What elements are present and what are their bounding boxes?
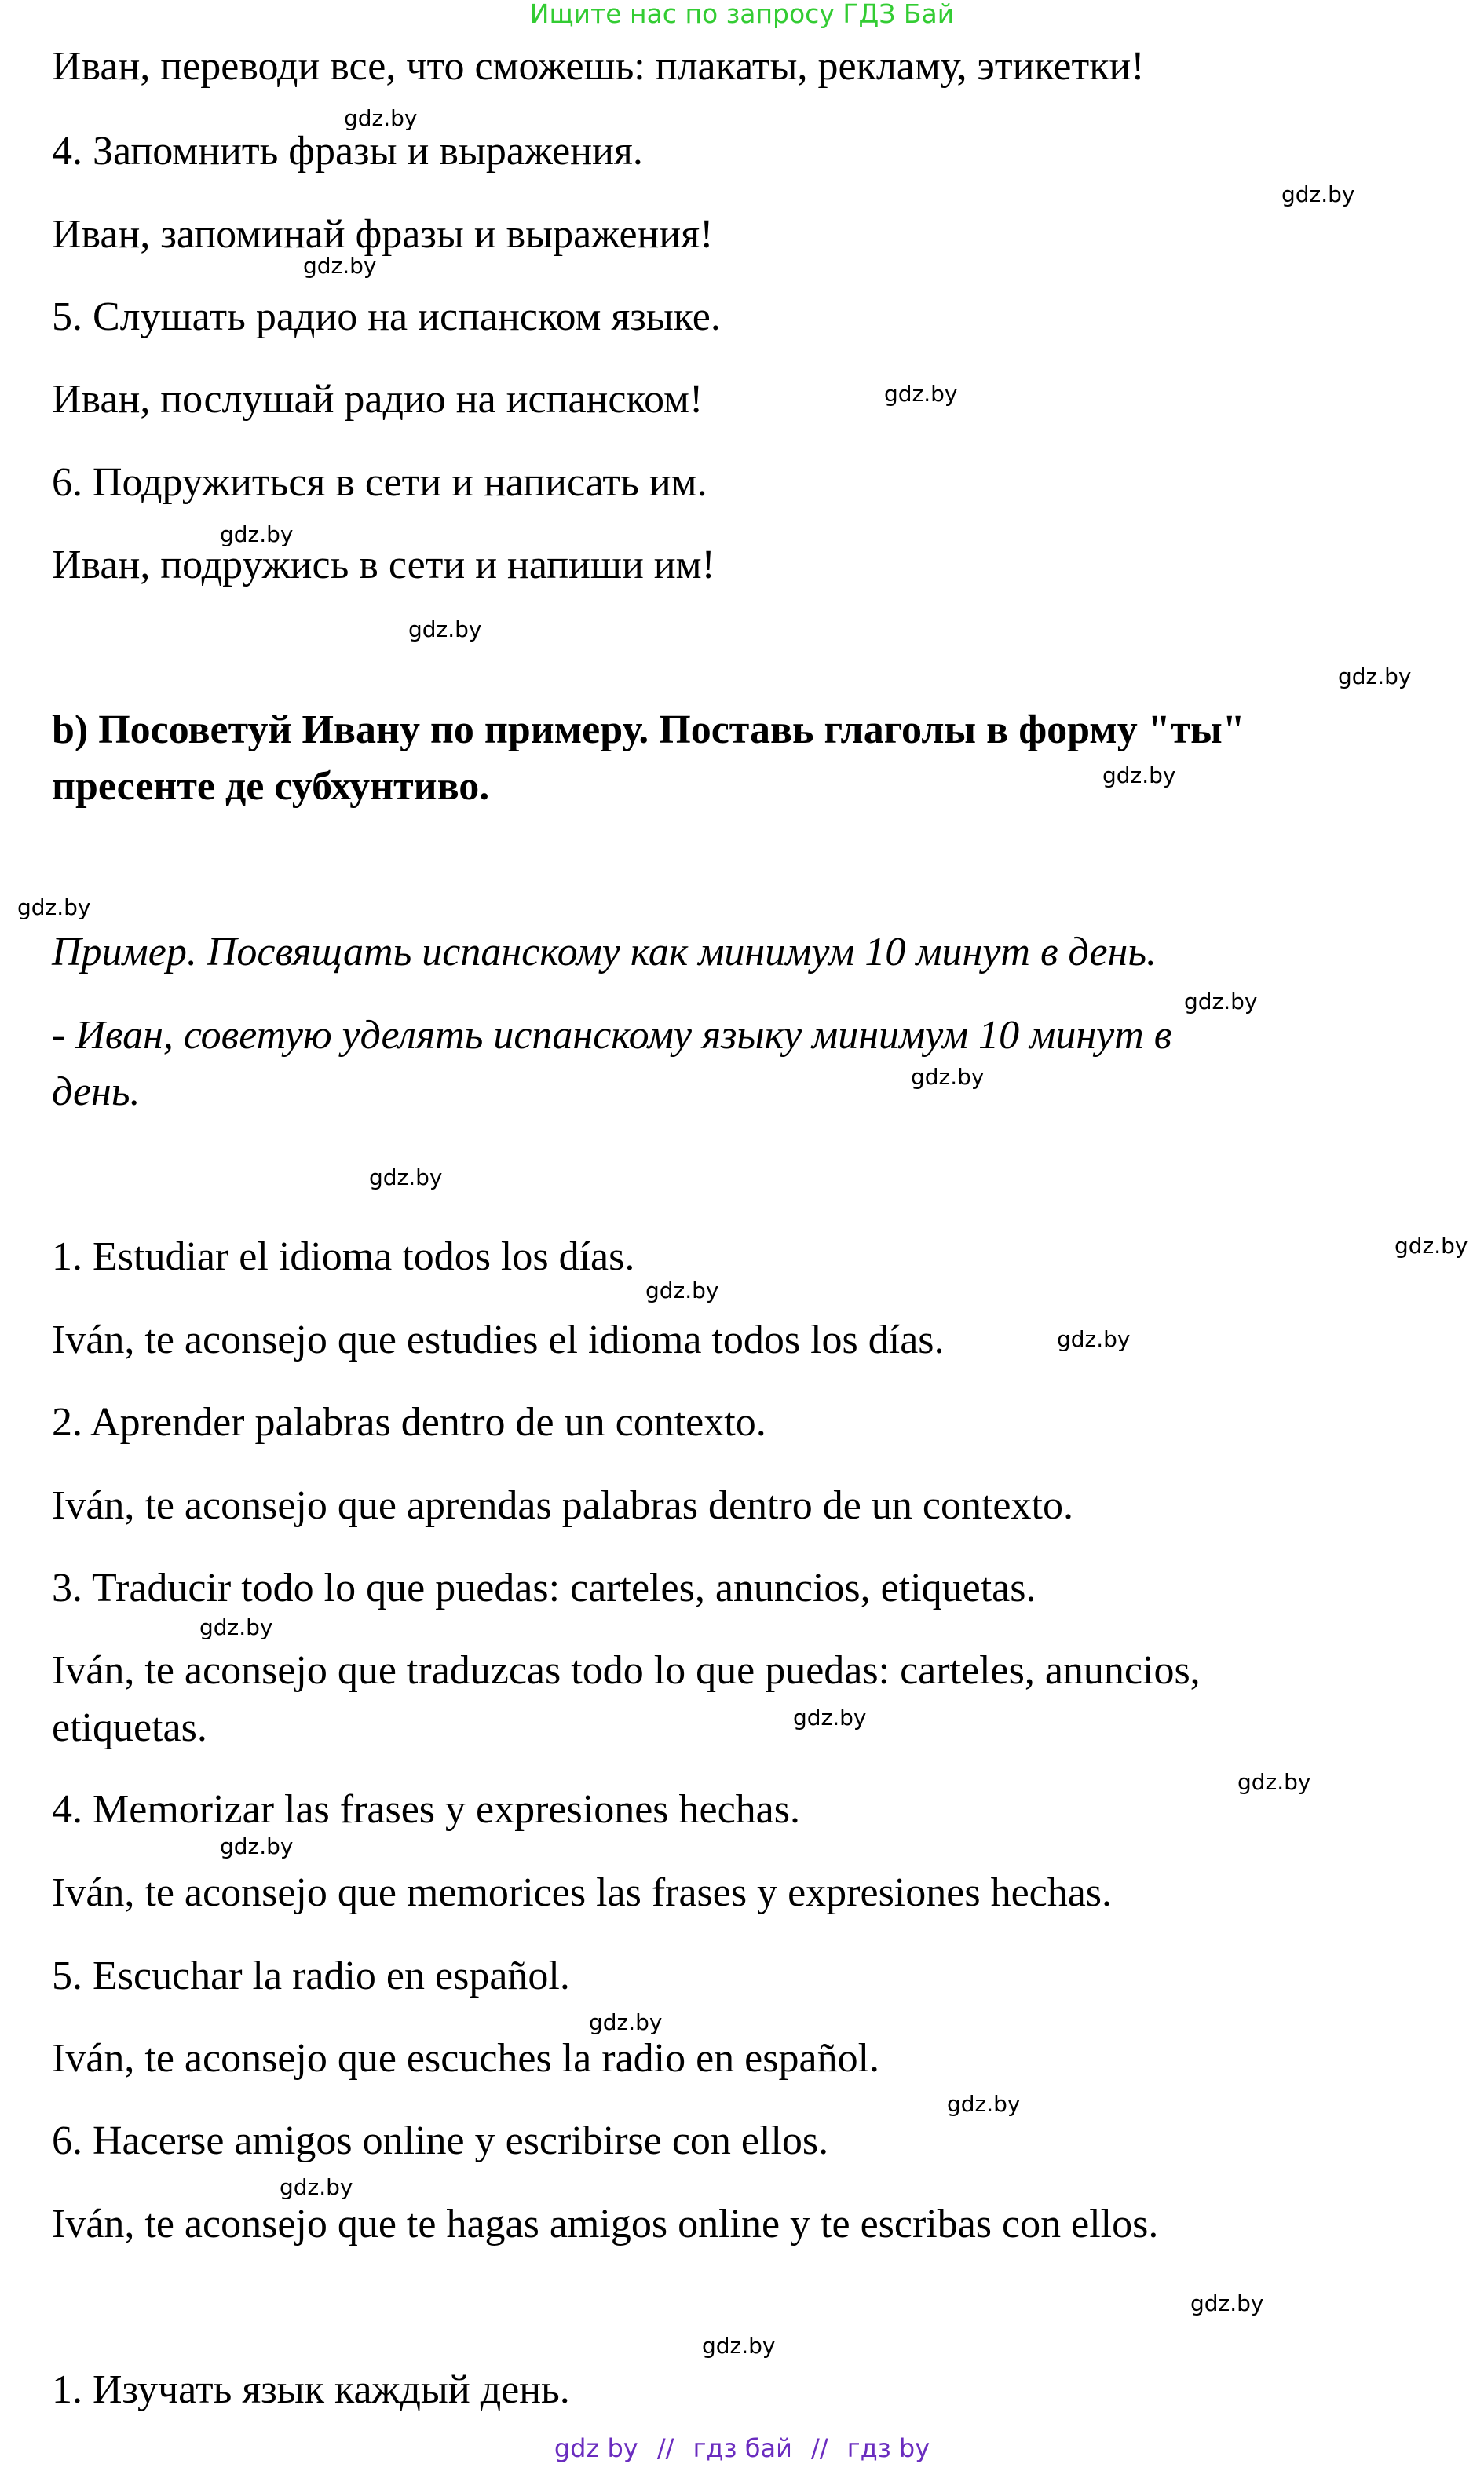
exercise-heading-cont: пресенте де субхунтиво. [52,764,490,809]
answer-line: Iván, te aconsejo que traduzcas todo lo que puedas: carteles, anuncios, [52,1648,1201,1693]
footer-link-gdz-bai[interactable]: гдз бай [693,2433,792,2463]
answer-line: Иван, запоминай фразы и выражения! [52,212,714,257]
watermark: gdz.by [947,2091,1021,2117]
task-line: 5. Слушать радио на испанском языке. [52,294,721,339]
answer-line: Иван, послушай радио на испанском! [52,377,704,422]
example-line: - Иван, советую уделять испанскому языку минимум 10 минут в [52,1013,1172,1058]
watermark: gdz.by [280,2174,353,2200]
answer-line: Iván, te aconsejo que te hagas amigos online y te escribas con ellos. [52,2202,1159,2246]
watermark: gdz.by [1394,1233,1468,1259]
watermark: gdz.by [303,253,377,279]
example-line: день. [52,1069,141,1114]
footer-separator: // [811,2433,828,2463]
footer-link-gdz-by-ru[interactable]: гдз by [846,2433,930,2463]
watermark: gdz.by [220,1833,294,1859]
watermark: gdz.by [199,1614,273,1640]
example-line: Пример. Посвящать испанскому как минимум 10 минут в день. [52,930,1157,974]
watermark: gdz.by [884,381,958,407]
watermark: gdz.by [1338,663,1412,689]
task-line: 2. Aprender palabras dentro de un contexto. [52,1400,766,1445]
watermark: gdz.by [344,105,418,131]
watermark: gdz.by [911,1064,985,1090]
answer-line-cont: etiquetas. [52,1705,207,1750]
task-line: 4. Memorizar las frases y expresiones hechas. [52,1787,800,1832]
watermark: gdz.by [408,616,482,642]
footer-link-gdz-by[interactable]: gdz by [554,2433,638,2463]
task-line: 1. Изучать язык каждый день. [52,2367,570,2412]
task-line: 6. Подружиться в сети и написать им. [52,460,707,505]
watermark: gdz.by [1102,762,1176,788]
watermark: gdz.by [220,521,294,547]
answer-line: Иван, переводи все, что сможешь: плакаты, рекламу, этикетки! [52,44,1145,89]
watermark: gdz.by [1184,989,1258,1014]
answer-line: Iván, te aconsejo que escuches la radio en español. [52,2036,880,2081]
watermark: gdz.by [589,2009,663,2035]
task-line: 5. Escuchar la radio en español. [52,1954,570,1998]
footer [0,2434,1484,2462]
answer-line: Iván, te aconsejo que memorices las frases y expresiones hechas. [52,1870,1113,1915]
watermark: gdz.by [1057,1326,1131,1352]
task-line: 3. Traducir todo lo que puedas: carteles, anuncios, etiquetas. [52,1566,1036,1610]
watermark: gdz.by [1281,181,1355,207]
watermark: gdz.by [17,894,91,920]
task-line: 1. Estudiar el idioma todos los días. [52,1234,635,1279]
footer-separator: // [656,2433,674,2463]
answer-line: Iván, te aconsejo que aprendas palabras dentro de un contexto. [52,1483,1073,1528]
watermark: gdz.by [369,1164,443,1190]
watermark: gdz.by [702,2333,776,2359]
watermark: gdz.by [1237,1769,1311,1795]
watermark: gdz.by [645,1278,719,1303]
watermark: gdz.by [1190,2290,1264,2316]
answer-line: Iván, te aconsejo que estudies el idioma todos los días. [52,1318,945,1362]
answer-line: Иван, подружись в сети и напиши им! [52,543,715,587]
top-banner: Ищите нас по запросу ГДЗ Бай [529,0,955,29]
task-line: 6. Hacerse amigos online y escribirse con ellos. [52,2118,829,2163]
exercise-heading: b) Посоветуй Ивану по примеру. Поставь глаголы в форму "ты" [52,707,1245,752]
watermark: gdz.by [793,1705,867,1731]
task-line: 4. Запомнить фразы и выражения. [52,129,643,174]
